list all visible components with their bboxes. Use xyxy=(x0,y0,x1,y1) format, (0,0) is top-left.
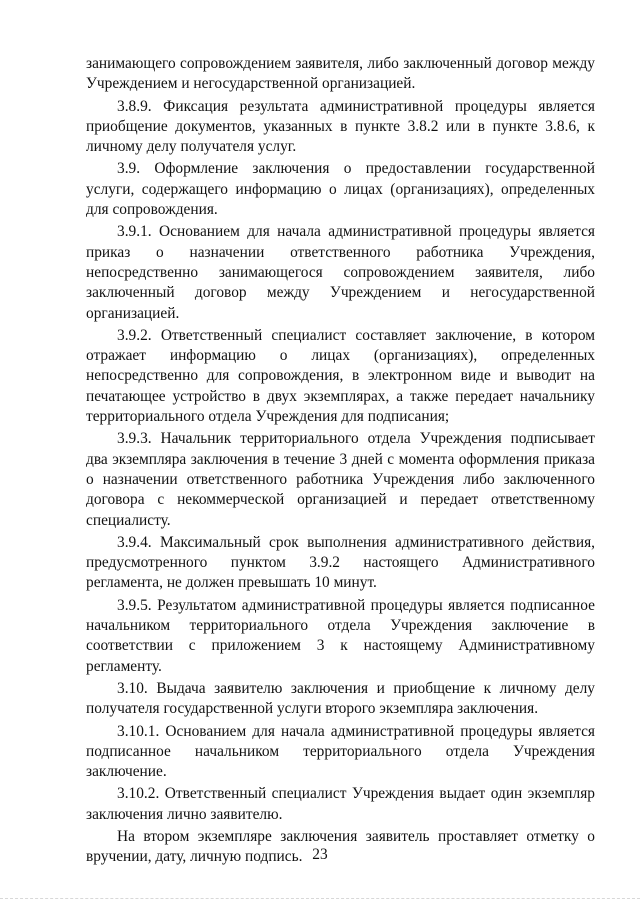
paragraph-3-9-1: 3.9.1. Основанием для начала административной процедуры является приказ о назначении ответственного работника Учреждения, непосредственно занимающегося сопровождением заявителя, либо заключенный договор между Учреждением и негосударственной организацией. xyxy=(86,223,595,322)
scan-edge-divider xyxy=(0,898,640,899)
paragraph-3-8-9: 3.8.9. Фиксация результата административной процедуры является приобщение документов, указанных в пункте 3.8.2 или в пункте 3.8.6, к личному делу получателя услуг. xyxy=(86,97,595,156)
paragraph-3-10: 3.10. Выдача заявителю заключения и приобщение к личному делу получателя государственной услуги второго экземпляра заключения. xyxy=(86,679,595,718)
paragraph-3-9-5: 3.9.5. Результатом административной процедуры является подписанное начальником территориального отдела Учреждения заключение в соответствии с приложением 3 к настоящему Административному регламенту. xyxy=(86,596,595,675)
paragraph-3-9-4: 3.9.4. Максимальный срок выполнения административного действия, предусмотренного пунктом 3.9.2 настоящего Административного регламента, не должен превышать 10 минут. xyxy=(86,533,595,592)
paragraph-second-copy: На втором экземпляре заключения заявитель проставляет отметку о вручении, дату, личную подпись. xyxy=(86,827,595,866)
paragraph-3-9: 3.9. Оформление заключения о предоставлении государственной услуги, содержащего информацию о лицах (организациях), определенных для сопровождения. xyxy=(86,160,595,219)
paragraph-3-9-2: 3.9.2. Ответственный специалист составляет заключение, в котором отражает информацию о лицах (организациях), определенных непосредственно для сопровождения, в электронном виде и выводит на печатающее устройство в двух экземплярах, а также передает начальнику территориального отдела Учреждения для подписания; xyxy=(86,326,595,426)
paragraph-3-9-3: 3.9.3. Начальник территориального отдела Учреждения подписывает два экземпляра заключения в течение 3 дней с момента оформления приказа о назначении ответственного работника Учреждения либо заключенного договора с некоммерческой организацией и передает ответственному специалисту. xyxy=(86,430,595,529)
paragraph-3-10-1: 3.10.1. Основанием для начала административной процедуры является подписанное начальником территориального отдела Учреждения заключение. xyxy=(86,722,595,781)
page-number: 23 xyxy=(312,846,328,863)
paragraph-3-10-2: 3.10.2. Ответственный специалист Учреждения выдает один экземпляр заключения лично заявителю. xyxy=(86,785,595,823)
paragraph-continuation: занимающего сопровождением заявителя, либо заключенный договор между Учреждением и негосударственной организацией. xyxy=(86,55,595,93)
